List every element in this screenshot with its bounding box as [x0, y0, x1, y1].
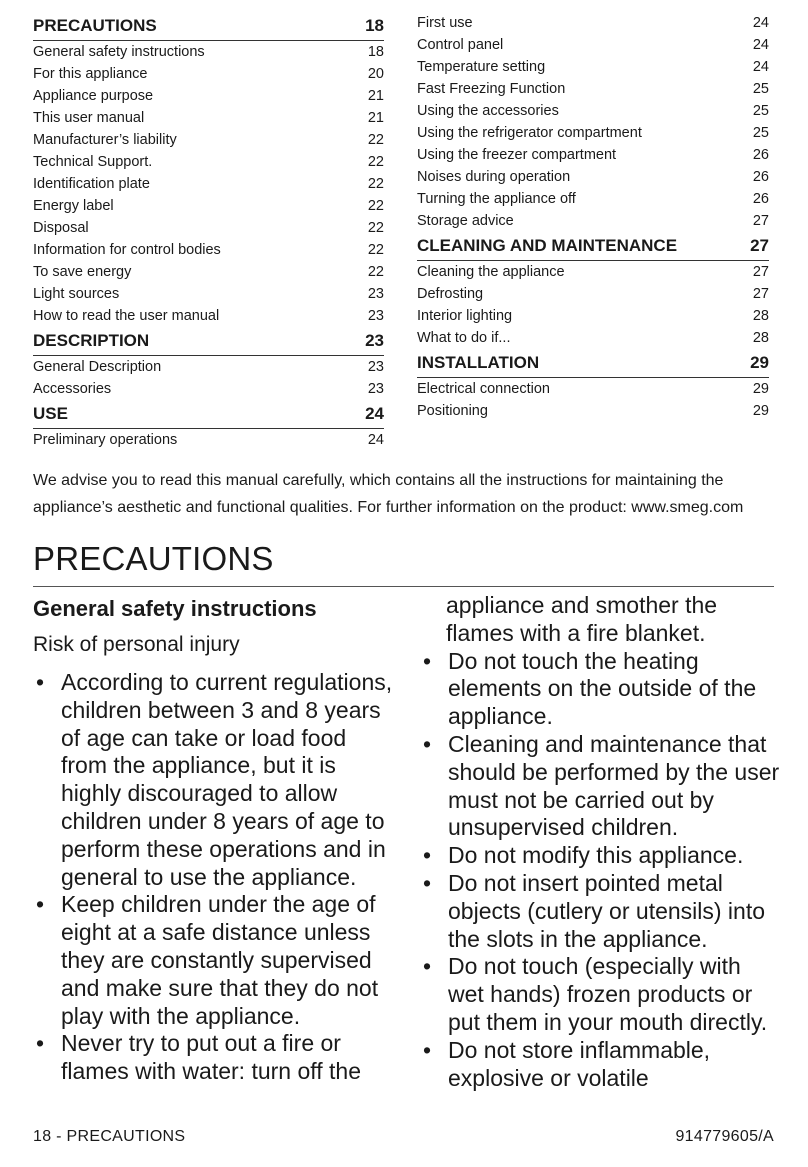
- toc-entry: [417, 78, 769, 100]
- toc-entry: [417, 188, 769, 210]
- toc-page-number: 23: [367, 359, 384, 375]
- toc-page-number: 26: [752, 169, 769, 185]
- toc-entry: [33, 173, 384, 195]
- toc-page-number: 28: [752, 308, 769, 324]
- toc-page-number: 22: [367, 176, 384, 192]
- toc-label: Control panel: [417, 37, 504, 53]
- toc-page-number: 24: [752, 15, 769, 31]
- toc-page-number: 20: [367, 66, 384, 82]
- toc-page-number: 24: [752, 37, 769, 53]
- bullet-item: • Do not insert pointed metal objects (cutlery or utensils) into the slots in the appliance.: [420, 870, 780, 953]
- toc-page-number: 22: [367, 242, 384, 258]
- toc-entry: [33, 63, 384, 85]
- toc-page-number: 23: [365, 331, 384, 350]
- toc-label: This user manual: [33, 110, 145, 126]
- toc-right-column: [417, 12, 769, 422]
- toc-page-number: 24: [752, 59, 769, 75]
- toc-label: Using the freezer compartment: [417, 147, 617, 163]
- toc-page-number: 25: [752, 125, 769, 141]
- right-bullet-list: [420, 648, 780, 1093]
- toc-label: Cleaning the appliance: [417, 264, 565, 280]
- toc-page-number: 27: [752, 286, 769, 302]
- left-bullet-list: [33, 669, 393, 1086]
- bullet-item: • Do not touch the heating elements on the outside of the appliance.: [420, 648, 780, 731]
- toc-entry: [417, 261, 769, 283]
- toc-entry: [33, 129, 384, 151]
- section-divider: [33, 586, 774, 587]
- toc-entry: [417, 144, 769, 166]
- toc-label: Fast Freezing Function: [417, 81, 566, 97]
- toc-section-heading: [417, 349, 769, 378]
- toc-page-number: 22: [367, 132, 384, 148]
- toc-entry: [33, 195, 384, 217]
- toc-label: Storage advice: [417, 213, 514, 229]
- bullet-item: • Keep children under the age of eight at a safe distance unless they are constantly supervised and make sure that they do not play with the appliance.: [33, 891, 393, 1030]
- toc-page-number: 27: [752, 264, 769, 280]
- intro-paragraph: We advise you to read this manual carefully, which contains all the instructions for maintaining the appliance’s aesthetic and functional qualities. For further information on the product: www.smeg.com: [33, 472, 744, 516]
- toc-section-heading: [33, 327, 384, 356]
- toc-entry: [417, 122, 769, 144]
- toc-label: PRECAUTIONS: [33, 16, 157, 35]
- toc-page-number: 22: [367, 198, 384, 214]
- toc-label: Manufacturer’s liability: [33, 132, 177, 148]
- toc-entry: [417, 327, 769, 349]
- toc-entry: [417, 400, 769, 422]
- toc-page-number: 22: [367, 264, 384, 280]
- toc-page-number: 29: [752, 381, 769, 397]
- toc-label: To save energy: [33, 264, 132, 280]
- toc-label: INSTALLATION: [417, 353, 540, 372]
- toc-label: Identification plate: [33, 176, 150, 192]
- toc-entry: [417, 305, 769, 327]
- footer-doc-code: 914779605/A: [675, 1128, 774, 1145]
- toc-entry: [33, 239, 384, 261]
- toc-page-number: 23: [367, 308, 384, 324]
- toc-entry: [33, 41, 384, 63]
- toc-entry: [33, 356, 384, 378]
- toc-label: Information for control bodies: [33, 242, 221, 258]
- toc-label: Appliance purpose: [33, 88, 154, 104]
- toc-label: Technical Support.: [33, 154, 153, 170]
- toc-section-heading: [417, 232, 769, 261]
- toc-entry: [417, 100, 769, 122]
- toc-page-number: 28: [752, 330, 769, 346]
- section-title: PRECAUTIONS: [33, 540, 274, 577]
- toc-label: How to read the user manual: [33, 308, 220, 324]
- toc-entry: [33, 261, 384, 283]
- toc-label: General safety instructions: [33, 44, 205, 60]
- toc-page-number: 18: [365, 16, 384, 35]
- toc-label: First use: [417, 15, 473, 31]
- toc-label: Positioning: [417, 403, 488, 419]
- page-footer: [33, 1128, 774, 1146]
- toc-page-number: 27: [750, 236, 769, 255]
- bullet-item: • Cleaning and maintenance that should be performed by the user must not be carried out by unsupervised children.: [420, 731, 780, 842]
- toc-entry: [33, 305, 384, 327]
- footer-page-label: 18 - PRECAUTIONS: [33, 1128, 186, 1145]
- toc-page-number: 24: [365, 404, 384, 423]
- bullet-item: • Do not modify this appliance.: [420, 842, 780, 870]
- toc-entry: [33, 85, 384, 107]
- toc-label: Using the refrigerator compartment: [417, 125, 642, 141]
- toc-label: What to do if...: [417, 330, 511, 346]
- toc-label: USE: [33, 404, 68, 423]
- toc-entry: [417, 283, 769, 305]
- bullet-item: • Do not store inflammable, explosive or volatile: [420, 1037, 780, 1093]
- toc-page-number: 27: [752, 213, 769, 229]
- toc-entry: [417, 34, 769, 56]
- toc-label: Turning the appliance off: [417, 191, 576, 207]
- continued-text: appliance and smother the flames with a fire blanket.: [446, 592, 718, 646]
- toc-page-number: 26: [752, 191, 769, 207]
- toc-entry: [33, 107, 384, 129]
- toc-entry: [417, 56, 769, 78]
- toc-entry: [417, 378, 769, 400]
- toc-page-number: 26: [752, 147, 769, 163]
- toc-entry: [417, 166, 769, 188]
- toc-entry: [33, 378, 384, 400]
- toc-label: Defrosting: [417, 286, 484, 302]
- toc-entry: [33, 151, 384, 173]
- toc-label: For this appliance: [33, 66, 148, 82]
- toc-label: Interior lighting: [417, 308, 513, 324]
- toc-entry: [33, 217, 384, 239]
- bullet-item: • Never try to put out a fire or flames with water: turn off the: [33, 1030, 393, 1086]
- toc-label: Using the accessories: [417, 103, 559, 119]
- toc-entry: [417, 210, 769, 232]
- toc-section-heading: [33, 12, 384, 41]
- toc-entry: [417, 12, 769, 34]
- toc-label: Preliminary operations: [33, 432, 178, 448]
- subheading: General safety instructions: [33, 596, 317, 621]
- subsubheading: Risk of personal injury: [33, 633, 240, 656]
- toc-label: Energy label: [33, 198, 114, 214]
- toc-label: General Description: [33, 359, 162, 375]
- toc-page-number: 23: [367, 381, 384, 397]
- toc-page-number: 18: [367, 44, 384, 60]
- toc-entry: [33, 283, 384, 305]
- toc-label: Light sources: [33, 286, 120, 302]
- toc-page-number: 29: [752, 403, 769, 419]
- toc-label: Electrical connection: [417, 381, 550, 397]
- toc-page-number: 21: [367, 88, 384, 104]
- toc-label: CLEANING AND MAINTENANCE: [417, 236, 678, 255]
- bullet-item: • Do not touch (especially with wet hands) frozen products or put them in your mouth directly.: [420, 953, 780, 1036]
- toc-page-number: 29: [750, 353, 769, 372]
- toc-page-number: 22: [367, 220, 384, 236]
- toc-page-number: 22: [367, 154, 384, 170]
- toc-page-number: 21: [367, 110, 384, 126]
- toc-entry: [33, 429, 384, 451]
- toc-section-heading: [33, 400, 384, 429]
- bullet-item: • According to current regulations, children between 3 and 8 years of age can take or load food from the appliance, but it is highly discouraged to allow children under 8 years of age to perform these operations and in general to use the appliance.: [33, 669, 393, 891]
- toc-page-number: 23: [367, 286, 384, 302]
- toc-page-number: 25: [752, 81, 769, 97]
- toc-label: Noises during operation: [417, 169, 571, 185]
- toc-label: DESCRIPTION: [33, 331, 150, 350]
- toc-label: Temperature setting: [417, 59, 546, 75]
- body-left-column: [33, 592, 393, 1086]
- toc-page-number: 25: [752, 103, 769, 119]
- toc-label: Accessories: [33, 381, 112, 397]
- toc-label: Disposal: [33, 220, 89, 236]
- toc-left-column: [33, 12, 384, 451]
- toc-page-number: 24: [367, 432, 384, 448]
- body-right-column: [420, 592, 780, 1092]
